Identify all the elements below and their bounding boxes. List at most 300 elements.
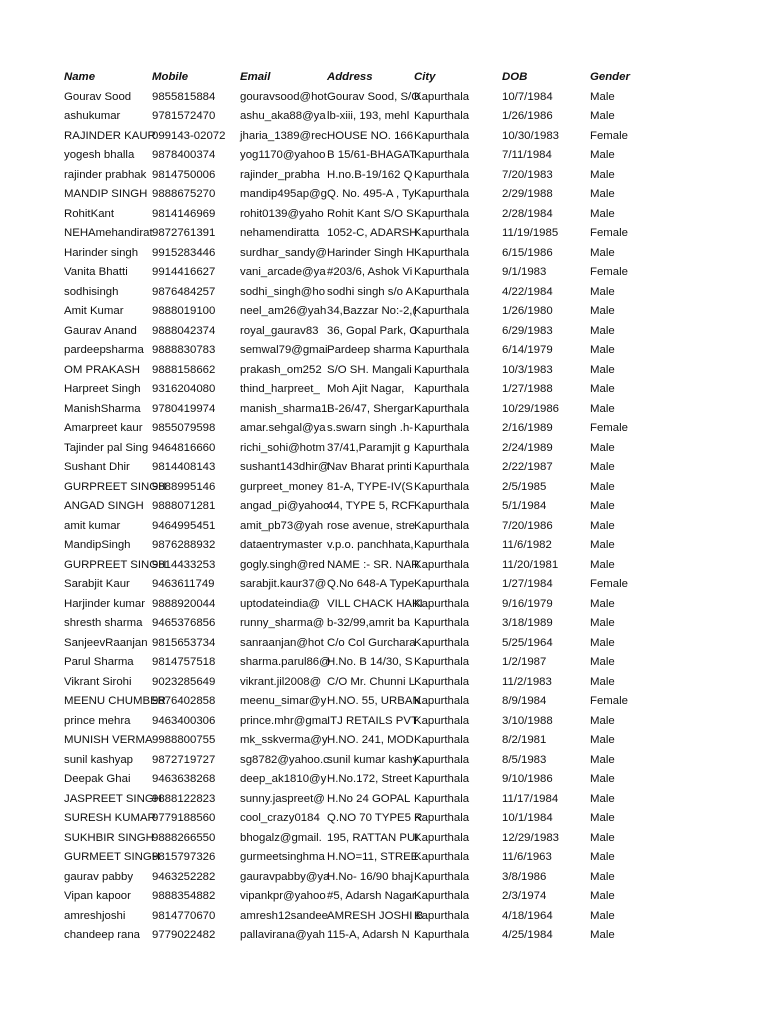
cell-city: Kapurthala [414,656,470,668]
cell-name: MandipSingh [64,539,131,551]
cell-dob: 1/26/1986 [502,110,553,122]
cell-gender: Male [590,461,615,473]
cell-email: bhogalz@gmail. [240,831,322,844]
cell-name: amreshjoshi [64,909,126,922]
cell-address: 195, RATTAN PUI [327,831,419,844]
cell-gender: Male [590,753,615,766]
cell-name: Amit Kumar [64,305,124,317]
cell-mobile: 9814770670 [152,909,216,922]
cell-mobile: 9463638268 [152,773,216,785]
cell-address: AMRESH JOSHI B [327,909,424,922]
cell-dob: 10/29/1986 [502,402,560,415]
cell-name: sunil kashyap [64,753,134,766]
cell-gender: Male [590,675,615,688]
cell-mobile: 9463400306 [152,714,216,727]
cell-city: Kapurthala [414,890,470,902]
cell-address: H.No- 16/90 bhaj [327,870,414,883]
cell-address: 34,Bazzar No:-2,( [327,305,417,317]
cell-dob: 10/3/1983 [502,363,553,376]
cell-dob: 1/27/1984 [502,578,553,590]
cell-dob: 2/29/1988 [502,188,553,200]
cell-address: sodhi singh s/o A [327,285,414,298]
cell-dob: 2/24/1989 [502,441,553,454]
cell-dob: 8/9/1984 [502,695,547,707]
cell-city: Kapurthala [414,695,470,707]
cell-dob: 6/15/1986 [502,246,553,259]
cell-city: Kapurthala [414,812,470,824]
cell-address: 37/41,Paramjit g [327,441,410,454]
cell-gender: Male [590,402,615,415]
cell-mobile: 9878400374 [152,149,216,161]
cell-email: gauravpabby@ya [240,870,330,883]
cell-name: rajinder prabhak [64,168,147,181]
cell-name: sodhisingh [64,285,119,298]
cell-mobile: 9464816660 [152,441,216,454]
cell-address: H.NO. 241, MOD [327,734,414,746]
cell-name: Sarabjit Kaur [64,578,130,590]
cell-email: vipankpr@yahoo [240,890,326,902]
cell-gender: Female [590,578,628,590]
cell-email: runny_sharma@ [240,617,325,629]
cell-email: cool_crazy0184 [240,812,320,824]
cell-mobile: 9814146969 [152,207,216,220]
cell-mobile: 9888019100 [152,305,216,317]
cell-mobile: 9855079598 [152,422,216,434]
cell-email: prince.mhr@gma [240,714,328,727]
cell-mobile: 9815797326 [152,851,216,863]
cell-dob: 2/22/1987 [502,461,553,473]
cell-address: Nav Bharat printi [327,461,412,473]
cell-address: Q. No. 495-A , Ty [327,188,415,200]
cell-dob: 11/19/1985 [502,227,559,239]
cell-gender: Male [590,519,615,532]
cell-address: Gourav Sood, S/O [327,90,421,103]
cell-gender: Male [590,500,615,512]
cell-gender: Female [590,695,628,707]
cell-city: Kapurthala [414,617,470,629]
cell-address: NAME :- SR. NAR [327,558,420,571]
cell-email: rohit0139@yaho [240,207,324,220]
cell-dob: 2/28/1984 [502,207,553,220]
cell-mobile: 9888354882 [152,890,216,902]
cell-name: chandeep rana [64,929,141,941]
cell-mobile: 9779022482 [152,929,216,941]
cell-gender: Male [590,324,615,337]
cell-mobile: 9876402858 [152,695,216,707]
cell-gender: Male [590,851,615,863]
cell-gender: Male [590,597,615,610]
cell-address: ITJ RETAILS PVT [327,714,418,727]
cell-city: Kapurthala [414,129,470,142]
cell-city: Kapurthala [414,480,470,493]
cell-dob: 7/20/1986 [502,519,553,532]
cell-city: Kapurthala [414,870,470,883]
cell-city: Kapurthala [414,675,470,688]
cell-gender: Male [590,890,615,902]
cell-mobile: 9814757518 [152,656,216,668]
cell-gender: Male [590,929,615,941]
cell-gender: Male [590,870,615,883]
cell-name: MEENU CHUMBER [64,695,166,707]
cell-gender: Male [590,539,615,551]
cell-city: Kapurthala [414,90,470,103]
cell-name: ManishSharma [64,402,141,415]
cell-address: H.No 24 GOPAL [327,792,411,805]
cell-email: amresh12sandee [240,909,329,922]
cell-mobile: 9814433253 [152,558,216,571]
cell-mobile: 9023285649 [152,675,216,688]
cell-name: MUNISH VERMA [64,734,153,746]
cell-name: Deepak Ghai [64,773,131,785]
cell-city: Kapurthala [414,188,470,200]
cell-gender: Female [590,129,628,142]
cell-mobile: 9779188560 [152,812,216,824]
cell-address: #203/6, Ashok Vi [327,266,413,278]
header-email: Email [240,71,271,83]
cell-city: Kapurthala [414,168,470,181]
cell-mobile: 9888830783 [152,344,216,356]
cell-email: vikrant.jil2008@ [240,675,322,688]
cell-gender: Male [590,792,615,805]
cell-email: rajinder_prabha [240,168,320,181]
header-dob: DOB [502,71,528,83]
cell-address: Pardeep sharma [327,344,412,356]
cell-email: gurmeetsinghma [240,851,325,863]
cell-gender: Male [590,363,615,376]
cell-mobile: 9814408143 [152,461,216,473]
cell-gender: Male [590,246,615,259]
cell-gender: Male [590,344,615,356]
cell-city: Kapurthala [414,285,470,298]
cell-address: B-26/47, Shergar [327,402,414,415]
cell-email: meenu_simar@y [240,695,327,707]
cell-email: sg8782@yahoo.c [240,753,329,766]
cell-city: Kapurthala [414,246,470,259]
cell-dob: 3/18/1989 [502,617,553,629]
cell-email: ashu_aka88@ya [240,110,326,122]
cell-email: dataentrymaster [240,539,323,551]
cell-dob: 5/25/1964 [502,636,553,649]
cell-name: GURPREET SINGH [64,480,167,493]
cell-dob: 6/29/1983 [502,324,553,337]
cell-mobile: 9888158662 [152,363,216,376]
cell-address: Q.NO 70 TYPE5 R [327,812,423,824]
cell-dob: 6/14/1979 [502,344,553,356]
cell-city: Kapurthala [414,831,470,844]
cell-city: Kapurthala [414,539,470,551]
cell-gender: Male [590,773,615,785]
cell-name: GURMEET SINGH [64,851,160,863]
cell-dob: 4/18/1964 [502,909,553,922]
cell-dob: 3/8/1986 [502,870,547,883]
cell-mobile: 9465376856 [152,617,216,629]
cell-mobile: 9915283446 [152,246,216,259]
cell-dob: 2/16/1989 [502,422,553,434]
cell-address: VILL CHACK HAKI [327,597,423,610]
cell-name: Gaurav Anand [64,324,137,337]
cell-city: Kapurthala [414,207,470,220]
cell-gender: Male [590,636,615,649]
cell-name: yogesh bhalla [64,149,135,161]
cell-city: Kapurthala [414,636,470,649]
cell-gender: Female [590,266,628,278]
cell-mobile: 9464995451 [152,519,216,532]
cell-mobile: 9876288932 [152,539,216,551]
cell-name: Harjinder kumar [64,597,146,610]
cell-email: sodhi_singh@ho [240,285,326,298]
cell-address: B 15/61-BHAGAT [327,149,417,161]
cell-gender: Male [590,734,615,746]
cell-gender: Male [590,207,615,220]
cell-name: Harinder singh [64,246,139,259]
cell-dob: 11/17/1984 [502,792,559,805]
cell-city: Kapurthala [414,909,470,922]
cell-city: Kapurthala [414,578,470,590]
cell-mobile: 9781572470 [152,110,216,122]
header-address: Address [327,71,373,83]
cell-name: shresth sharma [64,617,143,629]
cell-address: H.no.B-19/162 Q [327,168,413,181]
cell-dob: 4/22/1984 [502,285,553,298]
cell-gender: Male [590,383,615,395]
header-city: City [414,71,436,83]
cell-gender: Male [590,441,615,454]
cell-name: Amarpreet kaur [64,422,143,434]
cell-name: Harpreet Singh [64,383,141,395]
cell-email: uptodateindia@ [240,597,320,610]
cell-city: Kapurthala [414,753,470,766]
cell-address: HOUSE NO. 166 [327,129,414,142]
cell-mobile: 9914416627 [152,266,216,278]
cell-address: H.No. B 14/30, S [327,656,413,668]
cell-mobile: 099143-02072 [152,129,226,142]
cell-dob: 10/30/1983 [502,129,560,142]
cell-dob: 8/2/1981 [502,734,547,746]
cell-mobile: 9872719727 [152,753,216,766]
cell-city: Kapurthala [414,714,470,727]
cell-address: Moh Ajit Nagar, [327,383,405,395]
cell-city: Kapurthala [414,773,470,785]
cell-mobile: 9888042374 [152,324,216,337]
cell-dob: 7/11/1984 [502,149,552,161]
cell-dob: 8/5/1983 [502,753,547,766]
cell-gender: Female [590,422,628,434]
cell-name: NEHAmehandirat [64,227,153,239]
cell-city: Kapurthala [414,402,470,415]
cell-gender: Male [590,480,615,493]
cell-gender: Male [590,188,615,200]
cell-address: Harinder Singh H [327,246,415,259]
cell-dob: 9/16/1979 [502,597,553,610]
cell-address: H.NO. 55, URBAN [327,695,421,707]
cell-mobile: 9872761391 [152,227,216,239]
cell-dob: 10/1/1984 [502,812,553,824]
cell-address: Rohit Kant S/O S [327,207,414,220]
cell-address: #5, Adarsh Nagar [327,890,416,902]
cell-name: Sushant Dhir [64,461,130,473]
cell-gender: Male [590,558,615,571]
cell-address: rose avenue, stre [327,519,416,532]
cell-name: gaurav pabby [64,870,134,883]
cell-address: C/o Col Gurchara [327,636,416,649]
cell-email: angad_pi@yahoo [240,500,330,512]
cell-address: v.p.o. panchhata, [327,539,414,551]
cell-city: Kapurthala [414,597,470,610]
cell-email: sarabjit.kaur37@ [240,578,327,590]
cell-address: b-32/99,amrit ba [327,617,410,629]
cell-mobile: 9463252282 [152,870,216,883]
cell-name: SanjeevRaanjan [64,636,148,649]
cell-address: 36, Gopal Park, C [327,324,418,337]
cell-city: Kapurthala [414,383,470,395]
cell-email: pallavirana@yah [240,929,326,941]
cell-address: H.No.172, Street [327,773,412,785]
header-gender: Gender [590,71,630,83]
cell-gender: Female [590,227,628,239]
cell-name: Gourav Sood [64,90,132,103]
cell-city: Kapurthala [414,792,470,805]
cell-city: Kapurthala [414,851,470,863]
cell-name: Parul Sharma [64,656,134,668]
cell-name: RAJINDER KAUR [64,129,156,142]
cell-gender: Male [590,831,615,844]
cell-city: Kapurthala [414,110,470,122]
cell-address: 115-A, Adarsh N [327,929,410,941]
cell-email: neel_am26@yah [240,305,327,317]
cell-email: sharma.parul86@ [240,656,331,668]
cell-email: nehamendiratta [240,227,320,239]
cell-dob: 2/5/1985 [502,480,547,493]
cell-mobile: 9855815884 [152,90,216,103]
cell-city: Kapurthala [414,519,470,532]
cell-address: S/O SH. Mangali [327,363,412,376]
cell-city: Kapurthala [414,227,470,239]
cell-email: surdhar_sandy@ [240,246,327,259]
cell-name: GURPREET SINGH [64,558,167,571]
cell-email: deep_ak1810@y [240,773,327,785]
cell-address: sunil kumar kashy [327,753,419,766]
cell-email: thind_harpreet_ [240,383,320,395]
cell-gender: Male [590,812,615,824]
cell-mobile: 9988800755 [152,734,216,746]
cell-city: Kapurthala [414,441,470,454]
cell-dob: 1/26/1980 [502,305,553,317]
cell-dob: 12/29/1983 [502,831,560,844]
cell-name: SURESH KUMAR [64,812,156,824]
cell-dob: 11/6/1963 [502,851,552,863]
cell-mobile: 9888122823 [152,792,216,805]
cell-email: mk_sskverma@y [240,734,328,746]
cell-email: prakash_om252 [240,363,322,376]
cell-name: JASPREET SINGH [64,792,162,805]
cell-dob: 3/10/1988 [502,714,553,727]
cell-email: sunny.jaspreet@ [240,792,325,805]
cell-gender: Male [590,90,615,103]
cell-dob: 11/2/1983 [502,675,552,688]
cell-email: manish_sharma1 [240,402,328,415]
cell-address: 1052-C, ADARSH [327,227,418,239]
cell-dob: 1/2/1987 [502,656,547,668]
cell-mobile: 9888071281 [152,500,216,512]
cell-name: Vipan kapoor [64,890,131,902]
cell-email: royal_gaurav83 [240,324,319,337]
cell-dob: 10/7/1984 [502,90,553,103]
cell-name: Tajinder pal Sing [64,441,149,454]
cell-name: MANDIP SINGH [64,188,148,200]
cell-mobile: 9888675270 [152,188,216,200]
cell-email: jharia_1389@rec [240,129,327,142]
cell-city: Kapurthala [414,929,470,941]
cell-dob: 11/20/1981 [502,558,559,571]
cell-dob: 11/6/1982 [502,539,552,551]
cell-dob: 9/10/1986 [502,773,553,785]
cell-email: sushant143dhir@ [240,461,330,473]
cell-city: Kapurthala [414,305,470,317]
cell-name: amit kumar [64,519,121,532]
cell-gender: Male [590,168,615,181]
cell-name: prince mehra [64,714,131,727]
cell-email: mandip495ap@g [240,188,327,200]
cell-mobile: 9815653734 [152,636,216,649]
cell-dob: 5/1/1984 [502,500,547,512]
cell-gender: Male [590,285,615,298]
header-name: Name [64,71,96,83]
cell-email: gurpreet_money [240,480,323,493]
cell-gender: Male [590,149,615,161]
cell-name: Vikrant Sirohi [64,675,132,688]
cell-email: sanraanjan@hot [240,636,324,649]
cell-email: gouravsood@hot [240,90,327,103]
cell-gender: Male [590,617,615,629]
cell-name: pardeepsharma [64,344,144,356]
cell-address: C/O Mr. Chunni L [327,675,415,688]
cell-email: amit_pb73@yah [240,519,324,532]
cell-city: Kapurthala [414,500,470,512]
cell-city: Kapurthala [414,558,470,571]
cell-city: Kapurthala [414,344,470,356]
cell-email: richi_sohi@hotm [240,441,326,454]
cell-mobile: 9316204080 [152,383,216,395]
cell-address: lb-xiii, 193, mehl [327,110,410,122]
cell-name: RohitKant [64,207,115,220]
cell-city: Kapurthala [414,461,470,473]
cell-mobile: 9876484257 [152,285,216,298]
cell-city: Kapurthala [414,422,470,434]
cell-gender: Male [590,110,615,122]
cell-email: yog1170@yahoo [240,149,326,161]
cell-name: Vanita Bhatti [64,266,128,278]
cell-dob: 9/1/1983 [502,266,547,278]
cell-dob: 4/25/1984 [502,929,553,941]
cell-dob: 7/20/1983 [502,168,553,181]
cell-email: vani_arcade@ya [240,266,326,278]
cell-address: 44, TYPE 5, RCF [327,500,415,512]
cell-email: semwal79@gmai [240,344,328,356]
cell-gender: Male [590,909,615,922]
cell-gender: Male [590,656,615,668]
cell-mobile: 9814750006 [152,168,216,181]
cell-email: gogly.singh@red [240,558,325,571]
cell-name: SUKHBIR SINGH [64,831,154,844]
header-mobile: Mobile [152,71,189,83]
cell-address: H.NO=11, STREE [327,851,419,863]
cell-city: Kapurthala [414,363,470,376]
cell-city: Kapurthala [414,149,470,161]
cell-mobile: 9888266550 [152,831,216,844]
cell-city: Kapurthala [414,734,470,746]
cell-gender: Male [590,305,615,317]
cell-mobile: 9888920044 [152,597,216,610]
